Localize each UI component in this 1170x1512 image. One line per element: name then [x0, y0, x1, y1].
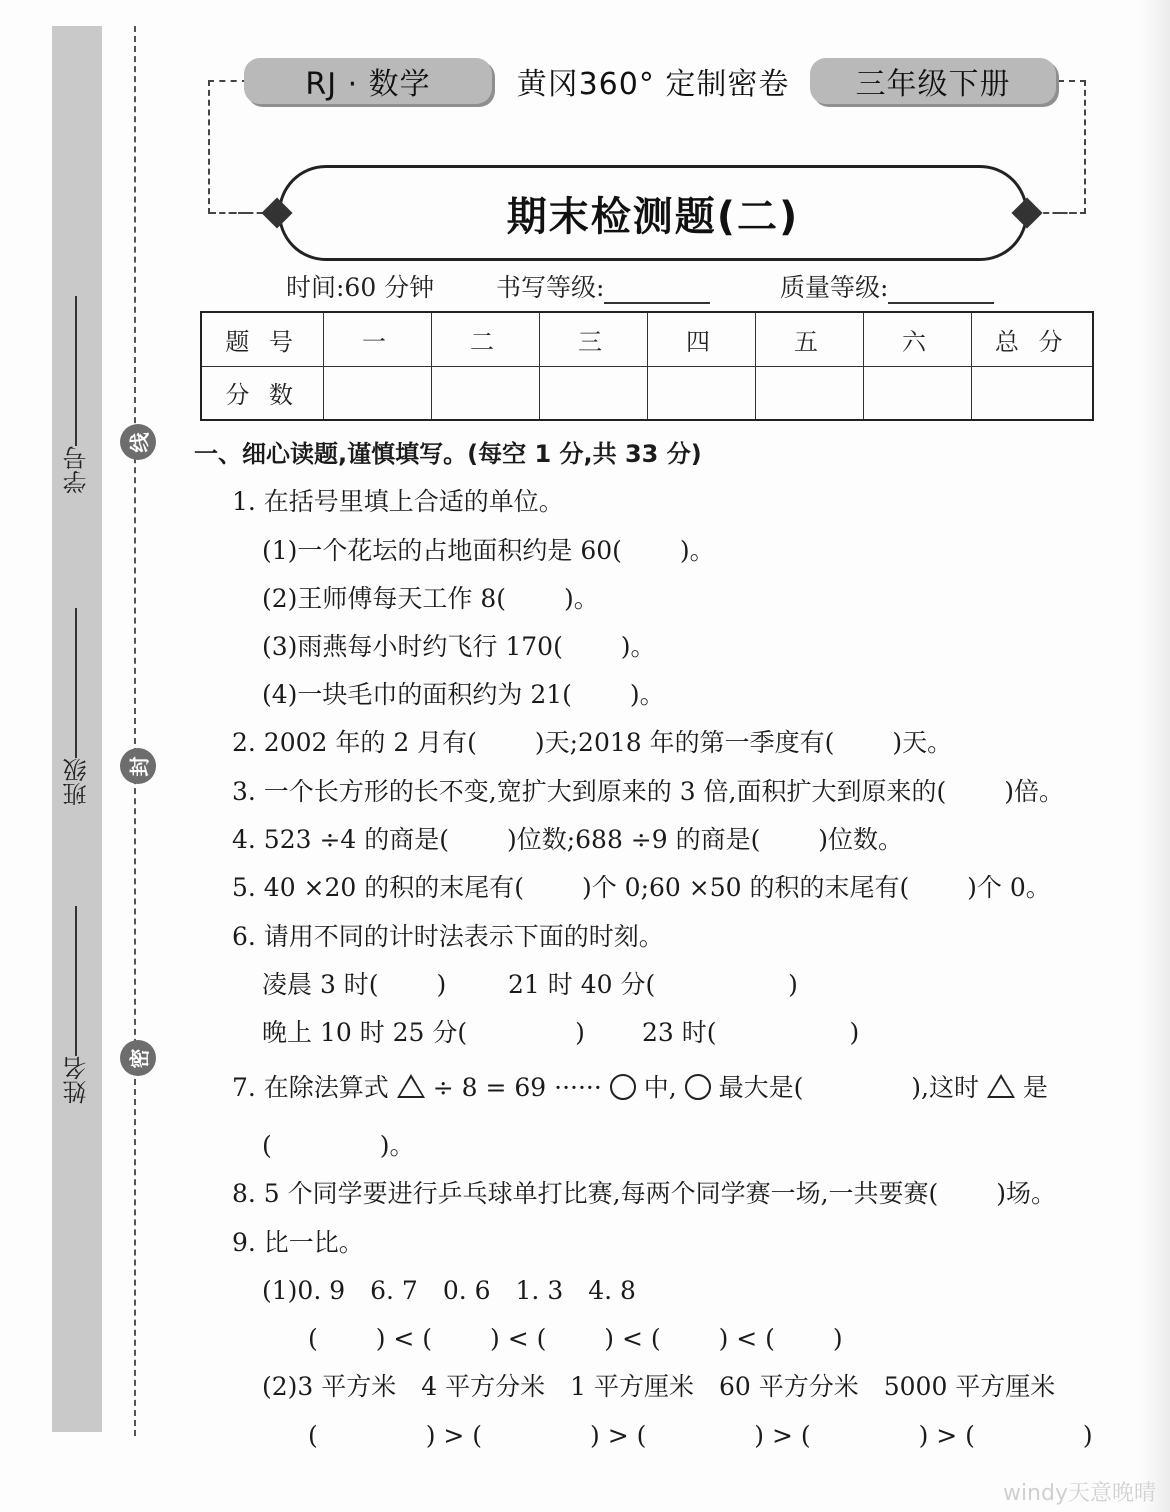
- student-id-field[interactable]: [56, 296, 96, 494]
- score-header-cell: 总 分: [971, 312, 1093, 366]
- binding-dashed-line: [134, 26, 136, 1436]
- score-header-cell: 三: [539, 312, 647, 366]
- score-cell[interactable]: [863, 366, 971, 420]
- score-header-cell: 题 号: [201, 312, 323, 366]
- class-label: 班级: [62, 758, 91, 806]
- score-cell[interactable]: [539, 366, 647, 420]
- question-7-line2[interactable]: ( )。: [262, 1131, 415, 1160]
- score-header-cell: 二: [431, 312, 539, 366]
- quality-grade: [780, 268, 994, 304]
- question-6-a[interactable]: 凌晨 3 时( ): [262, 970, 447, 999]
- question-6-c[interactable]: 晚上 10 时 25 分( ): [262, 1018, 585, 1047]
- score-cell[interactable]: [647, 366, 755, 420]
- section-1-heading: 一、细心读题,谨慎填写。(每空 1 分,共 33 分): [194, 440, 702, 468]
- score-header-cell: 一: [323, 312, 431, 366]
- question-9-2-blanks[interactable]: ( ) > ( ) > ( ) > ( ) > ( ): [308, 1421, 1093, 1450]
- name-underline: [75, 906, 77, 1056]
- circle-icon: [610, 1074, 636, 1100]
- header-right-connector: [1058, 80, 1086, 214]
- question-5[interactable]: 5. 40 ×20 的积的末尾有( )个 0;60 ×50 的积的末尾有( )个 0。: [232, 873, 1051, 902]
- question-1-2[interactable]: (2)王师傅每天工作 8( )。: [262, 584, 599, 613]
- score-table: [200, 311, 1094, 421]
- page-edge-shadow: [1140, 0, 1170, 1512]
- score-header-cell: 四: [647, 312, 755, 366]
- name-field[interactable]: [56, 906, 96, 1104]
- brand-title: 黄冈360° 定制密卷: [516, 67, 790, 102]
- quality-grade-blank[interactable]: [888, 280, 994, 304]
- score-header-cell: 六: [863, 312, 971, 366]
- seal-xian: 线: [120, 424, 156, 460]
- watermark: windy天意晚晴: [1002, 1481, 1156, 1506]
- writing-grade: [496, 268, 710, 304]
- question-7-end: 是: [1022, 1073, 1048, 1102]
- writing-grade-label: 书写等级:: [496, 273, 605, 302]
- grade-pill: 三年级下册: [810, 58, 1056, 104]
- question-6-b[interactable]: 21 时 40 分( ): [508, 970, 798, 999]
- time-label: 时间:60 分钟: [286, 273, 435, 302]
- subject-pill: RJ · 数学: [244, 58, 492, 104]
- score-table-header-row: [201, 312, 1093, 366]
- question-7-max: 最大是( ),这时: [718, 1073, 979, 1102]
- question-7-prefix: 7. 在除法算式: [232, 1073, 389, 1102]
- question-9-1: (1)0. 9 6. 7 0. 6 1. 3 4. 8: [262, 1276, 636, 1305]
- seal-feng: 封: [120, 748, 156, 784]
- triangle-icon: [987, 1074, 1015, 1098]
- writing-grade-blank[interactable]: [604, 280, 710, 304]
- question-1-3[interactable]: (3)雨燕每小时约飞行 170( )。: [262, 632, 656, 661]
- question-4[interactable]: 4. 523 ÷4 的商是( )位数;688 ÷9 的商是( )位数。: [232, 825, 904, 854]
- question-7-equation: ÷ 8 = 69 ······: [432, 1073, 602, 1102]
- name-label: 姓名: [62, 1056, 91, 1104]
- question-8[interactable]: 8. 5 个同学要进行乒乓球单打比赛,每两个同学赛一场,一共要赛( )场。: [232, 1179, 1057, 1208]
- question-6-d[interactable]: 23 时( ): [642, 1018, 860, 1047]
- class-field[interactable]: [56, 608, 96, 806]
- score-cell[interactable]: [323, 366, 431, 420]
- question-3[interactable]: 3. 一个长方形的长不变,宽扩大到原来的 3 倍,面积扩大到原来的( )倍。: [232, 777, 1064, 806]
- question-7[interactable]: [232, 1068, 1048, 1104]
- score-header-cell: 五: [755, 312, 863, 366]
- triangle-icon: [397, 1074, 425, 1098]
- seal-mi: 密: [120, 1040, 156, 1076]
- score-cell[interactable]: [971, 366, 1093, 420]
- question-2[interactable]: 2. 2002 年的 2 月有( )天;2018 年的第一季度有( )天。: [232, 728, 953, 757]
- question-1: 1. 在括号里填上合适的单位。: [232, 487, 564, 516]
- question-9-2: (2)3 平方米 4 平方分米 1 平方厘米 60 平方分米 5000 平方厘米: [262, 1372, 1056, 1401]
- score-cell[interactable]: [755, 366, 863, 420]
- question-1-4[interactable]: (4)一块毛巾的面积约为 21( )。: [262, 680, 665, 709]
- quality-grade-label: 质量等级:: [780, 273, 889, 302]
- exam-title: 期末检测题(二): [506, 193, 800, 240]
- class-underline: [75, 608, 77, 758]
- header-left-connector: [208, 80, 248, 214]
- score-row-label: 分 数: [201, 366, 323, 420]
- question-7-middle: 中,: [643, 1073, 677, 1102]
- student-id-underline: [75, 296, 77, 446]
- score-cell[interactable]: [431, 366, 539, 420]
- question-1-1[interactable]: (1)一个花坛的占地面积约是 60( )。: [262, 536, 715, 565]
- question-9-1-blanks[interactable]: ( ) < ( ) < ( ) < ( ) < ( ): [308, 1324, 843, 1353]
- circle-icon: [685, 1074, 711, 1100]
- question-9: 9. 比一比。: [232, 1228, 364, 1257]
- score-table-score-row: [201, 366, 1093, 420]
- question-6: 6. 请用不同的计时法表示下面的时刻。: [232, 922, 664, 951]
- student-id-label: 学号: [62, 446, 91, 494]
